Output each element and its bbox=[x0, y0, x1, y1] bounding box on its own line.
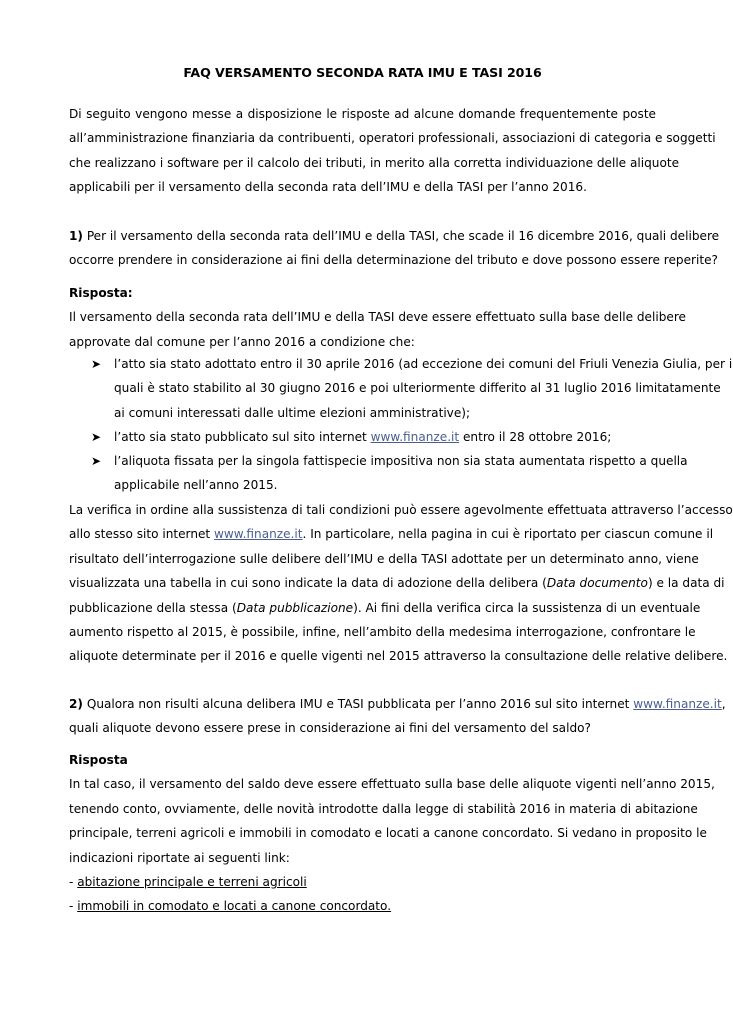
question-number: 1) bbox=[69, 229, 83, 243]
finanze-link[interactable]: www.finanze.it bbox=[633, 697, 722, 711]
answer-line: Il versamento della seconda rata dell’IMU e della TASI deve essere effettuato sulla base delle delibere bbox=[69, 310, 686, 325]
paragraph-line: pubblicazione della stessa (Data pubblicazione). Ai fini della verifica circa la sussistenza di un eventuale bbox=[69, 600, 701, 615]
question-1 bbox=[69, 224, 720, 273]
question-number: 2) bbox=[69, 697, 83, 711]
answer-line: indicazioni riportate ai seguenti link: bbox=[69, 850, 290, 865]
paragraph-line: visualizzata una tabella in cui sono indicate la data di adozione della delibera (Data documento) e la data di bbox=[69, 576, 725, 591]
link-line: - immobili in comodato e locati a canone concordato. bbox=[69, 899, 392, 914]
answer-line: tenendo conto, ovviamente, delle novità introdotte dalla legge di stabilità 2016 in materia di abitazione bbox=[69, 801, 698, 816]
intro-paragraph bbox=[69, 102, 716, 200]
paragraph-line: La verifica in ordine alla sussistenza di tali condizioni può essere agevolmente effettuata attraverso l’accesso bbox=[69, 503, 733, 517]
paragraph-line: aliquote determinate per il 2016 e quelle vigenti nel 2015 attraverso la consultazione delle relative delibere. bbox=[69, 649, 728, 664]
link-line: - abitazione principale e terreni agricoli bbox=[69, 875, 307, 890]
abitazione-principale-link[interactable]: abitazione principale e terreni agricoli bbox=[77, 875, 307, 890]
intro-line: Di seguito vengono messe a disposizione le risposte ad alcune domande frequentemente poste bbox=[69, 107, 656, 121]
finanze-link[interactable]: www.finanze.it bbox=[370, 430, 460, 444]
question-1-line: 1) Per il versamento della seconda rata dell’IMU e della TASI, che scade il 16 dicembre 2016, quali delibere bbox=[69, 229, 720, 243]
answer-line: In tal caso, il versamento del saldo deve essere effettuato sulla base delle aliquote vigenti nell’anno 2015, bbox=[69, 777, 715, 792]
paragraph-line: risultato dell’interrogazione sulle delibere dell’IMU e della TASI adottate per un determinato anno, viene bbox=[69, 551, 699, 566]
intro-line: che realizzano i software per il calcolo dei tributi, in merito alla corretta individuazione delle aliquote bbox=[69, 155, 680, 170]
bullet-item bbox=[114, 449, 688, 498]
verification-paragraph bbox=[69, 498, 733, 669]
bullet-item bbox=[114, 425, 656, 449]
paragraph-line: allo stesso sito internet www.finanze.it. In particolare, nella pagina in cui è riportato per ciascun comune il bbox=[69, 527, 714, 542]
document-title: FAQ VERSAMENTO SECONDA RATA IMU E TASI 2016 bbox=[183, 65, 542, 80]
question-2-line: quali aliquote devono essere prese in considerazione ai fini del versamento del saldo? bbox=[69, 721, 591, 736]
bullet-line: l’aliquota fissata per la singola fattispecie impositiva non sia stata aumentata rispetto a quella bbox=[114, 454, 688, 468]
finanze-link[interactable]: www.finanze.it bbox=[214, 527, 303, 542]
intro-line: all’amministrazione finanziaria da contribuenti, operatori professionali, associazioni di categoria e soggetti bbox=[69, 131, 716, 146]
arrow-bullet-icon: ➤ bbox=[91, 357, 102, 371]
intro-line: applicabili per il versamento della seconda rata dell’IMU e della TASI per l’anno 2016. bbox=[69, 180, 587, 195]
answer-2 bbox=[69, 748, 715, 919]
paragraph-line: aumento rispetto al 2015, è possibile, infine, nell’ambito della medesima interrogazione, confrontare le bbox=[69, 625, 696, 640]
question-1-line: occorre prendere in considerazione ai fini della determinazione del tributo e dove possono essere reperite? bbox=[69, 253, 718, 268]
answer-label: Risposta: bbox=[69, 286, 133, 300]
arrow-bullet-icon: ➤ bbox=[91, 430, 102, 444]
answer-1 bbox=[69, 281, 686, 354]
bullet-line: l’atto sia stato adottato entro il 30 aprile 2016 (ad eccezione dei comuni del Friuli Venezia Giulia, per i bbox=[114, 357, 733, 371]
arrow-bullet-icon: ➤ bbox=[91, 454, 102, 468]
question-2 bbox=[69, 692, 726, 741]
answer-label: Risposta bbox=[69, 753, 128, 767]
bullet-item bbox=[114, 352, 733, 425]
bullet-line: ai comuni interessati dalle ultime elezioni amministrative); bbox=[114, 405, 471, 420]
bullet-line: quali è stato stabilito al 30 giugno 2016 e poi ulteriormente differito al 31 luglio 2016 limitatamente bbox=[114, 381, 721, 396]
bullet-line: applicabile nell’anno 2015. bbox=[114, 478, 278, 493]
answer-line: approvate dal comune per l’anno 2016 a condizione che: bbox=[69, 334, 415, 349]
answer-line: principale, terreni agricoli e immobili in comodato e locati a canone concordato. Si vedano in proposito le bbox=[69, 826, 707, 841]
bullet-line: l’atto sia stato pubblicato sul sito internet www.finanze.it entro il 28 ottobre 2016; bbox=[114, 430, 612, 444]
immobili-comodato-link[interactable]: immobili in comodato e locati a canone concordato. bbox=[77, 899, 392, 914]
question-2-line: 2) Qualora non risulti alcuna delibera IMU e TASI pubblicata per l’anno 2016 sul sito internet www.finanze.it, bbox=[69, 697, 726, 711]
